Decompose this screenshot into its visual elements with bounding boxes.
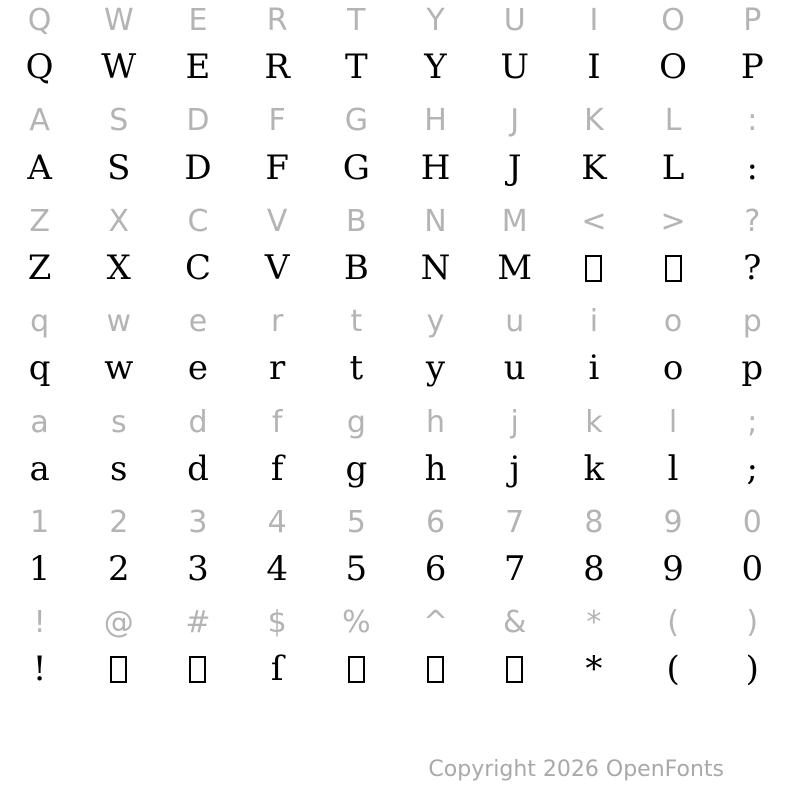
glyph-cell: : (747, 103, 758, 139)
glyph-cell: r (269, 348, 286, 389)
glyph-cell: K (584, 103, 604, 139)
glyph-cell: R (266, 3, 288, 38)
glyph-cell: 3 (187, 549, 209, 590)
glyph-cell: 7 (503, 549, 526, 590)
glyph-cell: p (742, 304, 762, 340)
glyph-cell: 2 (107, 549, 130, 590)
glyph-cell: Q (27, 3, 52, 38)
glyph-cell: f (271, 404, 283, 440)
specimen-row-6 (0, 649, 792, 702)
glyph-cell: ? (744, 203, 761, 239)
glyph-cell: 1 (28, 549, 51, 590)
glyph-cell: : (746, 147, 759, 188)
glyph-cell: > (660, 203, 686, 239)
missing-glyph-box (554, 248, 633, 301)
glyph-cell: ) (746, 605, 759, 641)
reference-row-0 (0, 0, 792, 47)
specimen-row-4 (0, 449, 792, 502)
reference-row-5 (0, 502, 792, 549)
glyph-cell: s (110, 448, 128, 489)
reference-row-3 (0, 301, 792, 348)
glyph-cell: g (345, 448, 368, 489)
glyph-cell: O (659, 47, 688, 88)
glyph-cell: Y (424, 47, 447, 88)
glyph-cell: @ (103, 605, 134, 641)
glyph-cell: ( (667, 605, 679, 641)
glyph-cell: 5 (346, 504, 366, 540)
glyph-cell: 6 (424, 549, 447, 590)
glyph-cell: * (585, 649, 603, 690)
glyph-cell: i (588, 348, 600, 389)
glyph-cell: g (346, 404, 366, 440)
glyph-cell: 0 (741, 549, 764, 590)
glyph-cell: 6 (425, 504, 446, 540)
reference-row-6 (0, 602, 792, 649)
glyph-cell: f (270, 448, 284, 489)
glyph-cell: ( (666, 649, 680, 690)
glyph-cell: j (510, 404, 519, 440)
glyph-cell: M (497, 247, 533, 288)
glyph-cell: ; (746, 448, 759, 489)
glyph-cell: U (503, 3, 526, 38)
glyph-cell: U (500, 47, 530, 88)
glyph-cell: $ (267, 605, 287, 641)
glyph-cell: r (270, 304, 284, 340)
missing-glyph-box (396, 649, 475, 702)
glyph-cell: Z (29, 203, 50, 239)
glyph-cell: I (589, 3, 599, 38)
glyph-cell: h (426, 404, 446, 440)
glyph-cell: F (268, 103, 286, 139)
glyph-cell: J (507, 147, 522, 188)
reference-row-4 (0, 402, 792, 449)
glyph-cell: 9 (662, 549, 684, 590)
glyph-cell: t (350, 304, 363, 340)
glyph-cell: Q (25, 47, 54, 88)
glyph-cell: K (581, 147, 607, 188)
glyph-cell: < (581, 203, 607, 239)
glyph-cell: E (185, 47, 211, 88)
glyph-cell: w (104, 348, 134, 389)
glyph-cell: B (346, 203, 367, 239)
glyph-cell: T (345, 47, 368, 88)
glyph-cell: 9 (663, 504, 683, 540)
glyph-cell: 4 (266, 549, 288, 590)
glyph-cell: 7 (505, 504, 525, 540)
glyph-cell: H (424, 103, 447, 139)
glyph-cell: 1 (30, 504, 50, 540)
glyph-cell: u (505, 304, 525, 340)
specimen-row-1 (0, 148, 792, 201)
glyph-cell: S (109, 103, 129, 139)
glyph-cell: M (501, 203, 528, 239)
glyph-cell: e (187, 348, 209, 389)
glyph-cell: G (342, 147, 370, 188)
specimen-row-5 (0, 549, 792, 602)
glyph-cell: 8 (583, 549, 605, 590)
missing-glyph-box (475, 649, 554, 702)
glyph-cell: 0 (742, 504, 762, 540)
glyph-cell: X (108, 203, 130, 239)
glyph-cell: 2 (109, 504, 129, 540)
glyph-cell: P (740, 47, 764, 88)
glyph-cell: ! (33, 605, 46, 641)
glyph-cell: J (510, 103, 520, 139)
glyph-cell: ; (747, 404, 758, 440)
glyph-cell: p (741, 348, 764, 389)
glyph-cell: N (424, 203, 447, 239)
glyph-cell: N (420, 247, 451, 288)
glyph-cell: C (184, 247, 211, 288)
glyph-cell: o (663, 304, 683, 340)
missing-glyph-box (79, 649, 158, 702)
glyph-cell: a (29, 448, 50, 489)
glyph-cell: j (509, 448, 520, 489)
glyph-cell: ſ (270, 649, 284, 690)
specimen-row-0 (0, 47, 792, 100)
reference-row-1 (0, 100, 792, 147)
missing-glyph-box (317, 649, 396, 702)
glyph-cell: q (28, 348, 51, 389)
glyph-cell: W (103, 3, 134, 38)
glyph-cell: ! (32, 649, 47, 690)
glyph-cell: q (30, 304, 50, 340)
glyph-cell: k (583, 448, 605, 489)
glyph-cell: P (743, 3, 762, 38)
glyph-cell: d (187, 448, 209, 489)
glyph-cell: w (106, 304, 132, 340)
glyph-cell: d (188, 404, 208, 440)
glyph-cell: t (349, 348, 364, 389)
glyph-cell: H (420, 147, 451, 188)
glyph-cell: F (265, 147, 289, 188)
glyph-cell: 4 (267, 504, 287, 540)
glyph-cell: l (668, 404, 678, 440)
glyph-cell: ? (743, 247, 762, 288)
specimen-row-3 (0, 348, 792, 401)
glyph-cell: i (589, 304, 599, 340)
glyph-cell: y (425, 348, 446, 389)
glyph-cell: V (266, 203, 288, 239)
glyph-cell: 3 (188, 504, 208, 540)
glyph-cell: k (585, 404, 603, 440)
glyph-cell: L (664, 103, 682, 139)
glyph-cell: C (187, 203, 209, 239)
glyph-cell: ^ (422, 605, 449, 641)
reference-row-2 (0, 201, 792, 248)
glyph-cell: G (344, 103, 368, 139)
glyph-cell: B (343, 247, 369, 288)
glyph-cell: D (186, 103, 210, 139)
glyph-cell: 5 (345, 549, 368, 590)
glyph-cell: 8 (584, 504, 604, 540)
glyph-cell: E (188, 3, 208, 38)
glyph-cell: T (347, 3, 366, 38)
glyph-cell: # (185, 605, 211, 641)
glyph-cell: A (29, 103, 50, 139)
glyph-cell: R (264, 47, 290, 88)
glyph-cell: I (587, 47, 601, 88)
glyph-cell: s (110, 404, 127, 440)
glyph-cell: e (188, 304, 208, 340)
glyph-cell: h (424, 448, 447, 489)
glyph-cell: S (107, 147, 131, 188)
glyph-cell: ) (745, 649, 759, 690)
glyph-cell: & (503, 605, 527, 641)
missing-glyph-box (158, 649, 237, 702)
specimen-row-2 (0, 248, 792, 301)
glyph-cell: u (503, 348, 526, 389)
glyph-cell: y (426, 304, 445, 340)
missing-glyph-box (634, 248, 713, 301)
glyph-cell: V (264, 247, 290, 288)
glyph-cell: A (27, 147, 52, 188)
copyright-text: Copyright 2026 OpenFonts (428, 757, 724, 782)
glyph-cell: l (667, 448, 679, 489)
glyph-cell: O (661, 3, 685, 38)
glyph-cell: a (30, 404, 49, 440)
glyph-cell: % (342, 605, 371, 641)
glyph-cell: X (106, 247, 131, 288)
glyph-cell: Z (27, 247, 52, 288)
glyph-cell: L (661, 147, 685, 188)
glyph-cell: o (662, 348, 684, 389)
glyph-cell: D (184, 147, 212, 188)
glyph-cell: Y (426, 3, 445, 38)
glyph-cell: * (586, 605, 602, 641)
glyph-cell: W (101, 47, 137, 88)
